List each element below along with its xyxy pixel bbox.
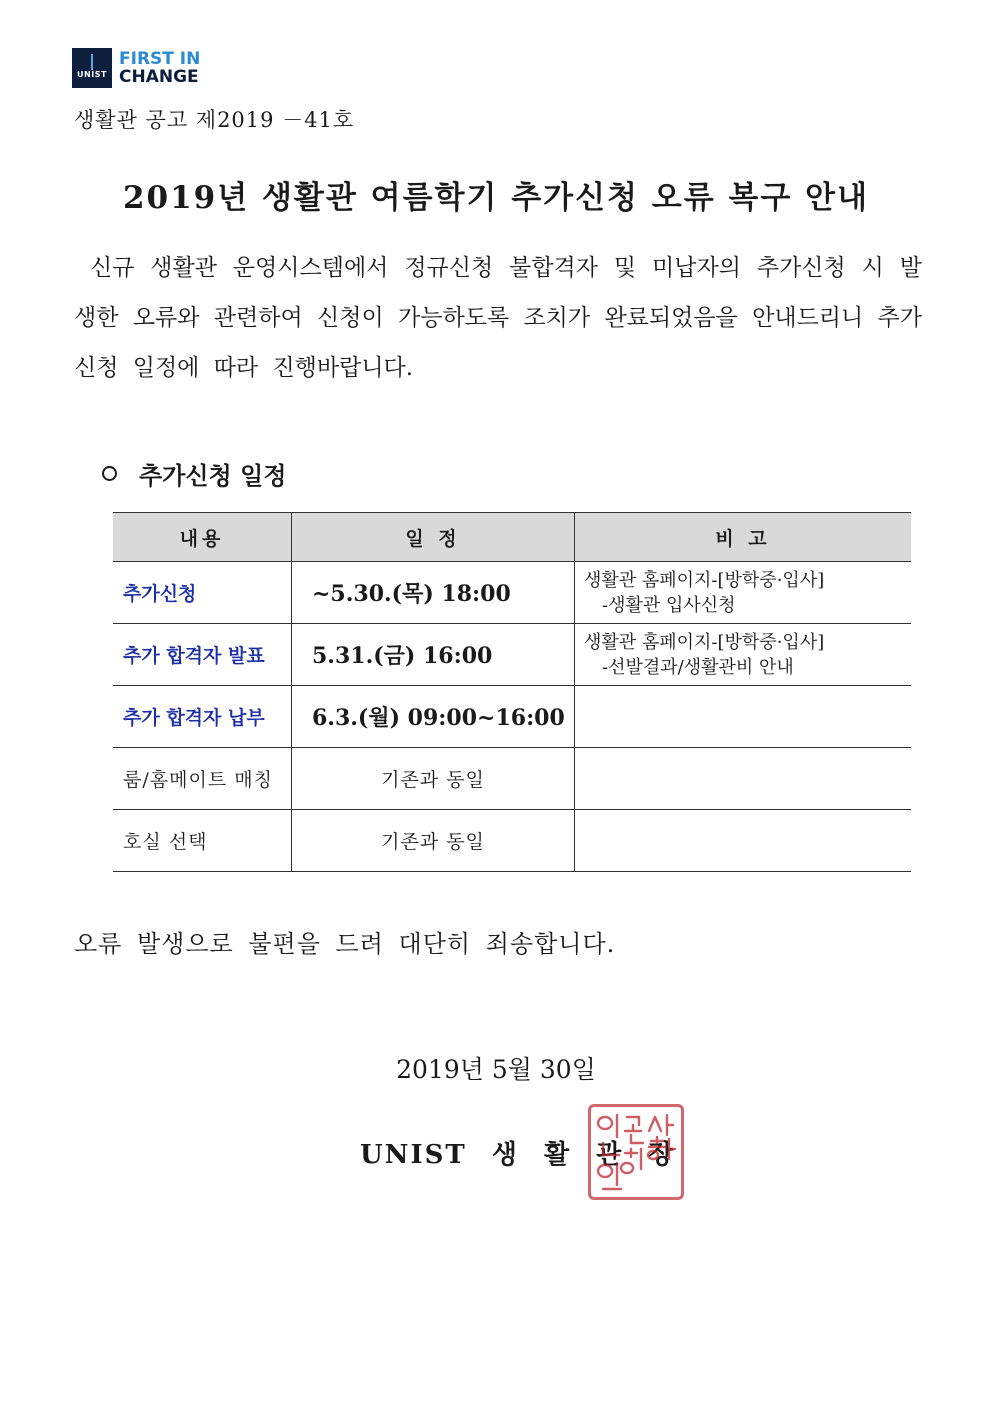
circle-bullet-icon: [102, 466, 117, 481]
logo-slogan: [119, 50, 200, 86]
apology-text: 오류 발생으로 불편을 드려 대단히 죄송합니다.: [74, 930, 616, 958]
row-note: [575, 624, 912, 686]
logo-mark-text: UNIST: [77, 70, 107, 79]
document-title: 2019년 생활관 여름학기 추가신청 오류 복구 안내: [122, 180, 870, 216]
schedule-table: [113, 512, 911, 872]
table-row: [113, 624, 911, 686]
official-seal: [588, 1104, 684, 1200]
header-date: 일 정: [292, 513, 575, 562]
row-note-line2: -생활관 입사신청: [602, 594, 736, 616]
row-item: 추가신청: [113, 562, 292, 624]
table-header-row: [113, 513, 911, 562]
row-note-line2: -선발결과/생활관비 안내: [602, 656, 794, 678]
seal-stamp-icon: [591, 1107, 681, 1197]
row-date: ~5.30.(목) 18:00: [292, 562, 575, 624]
table-row: [113, 562, 911, 624]
issue-date: 2019년 5월 30일: [396, 1055, 596, 1084]
row-note: [575, 562, 912, 624]
row-note-line1: 생활관 홈페이지-[방학중·입사]: [584, 569, 825, 591]
row-item: 추가 합격자 발표: [113, 624, 292, 686]
notice-number: 생활관 공고 제2019 －41호: [74, 108, 355, 132]
section-heading-text: 추가신청 일정: [139, 461, 287, 490]
signer-name: UNIST 생 활 관 장: [360, 1140, 676, 1170]
body-paragraph: [74, 243, 922, 393]
row-item: 호실 선택: [113, 810, 292, 872]
row-note: [575, 810, 912, 872]
row-item: 추가 합격자 납부: [113, 686, 292, 748]
table-row: [113, 810, 911, 872]
row-date: 기존과 동일: [292, 810, 575, 872]
row-note-line1: 생활관 홈페이지-[방학중·입사]: [584, 631, 825, 653]
logo-slogan-line2: CHANGE: [119, 67, 199, 87]
row-item: 룸/홈메이트 매칭: [113, 748, 292, 810]
table-row: [113, 748, 911, 810]
header-note: 비 고: [575, 513, 912, 562]
row-date: 6.3.(월) 09:00~16:00: [292, 686, 575, 748]
row-note: [575, 686, 912, 748]
row-date: 기존과 동일: [292, 748, 575, 810]
row-date: 5.31.(금) 16:00: [292, 624, 575, 686]
logo-slogan-line1: FIRST IN: [119, 49, 201, 69]
unist-logo-mark: [72, 48, 112, 88]
section-heading: [102, 456, 286, 491]
header-item: 내용: [113, 513, 292, 562]
body-text: 신규 생활관 운영시스템에서 정규신청 불합격자 및 미납자의 추가신청 시 발생한 오류와 관련하여 신청이 가능하도록 조치가 완료되었음을 안내드리니 추가신청 일정에 따라 진행바랍니다.: [74, 255, 923, 381]
unist-logo: [72, 46, 200, 90]
row-note: [575, 748, 912, 810]
table-row: [113, 686, 911, 748]
